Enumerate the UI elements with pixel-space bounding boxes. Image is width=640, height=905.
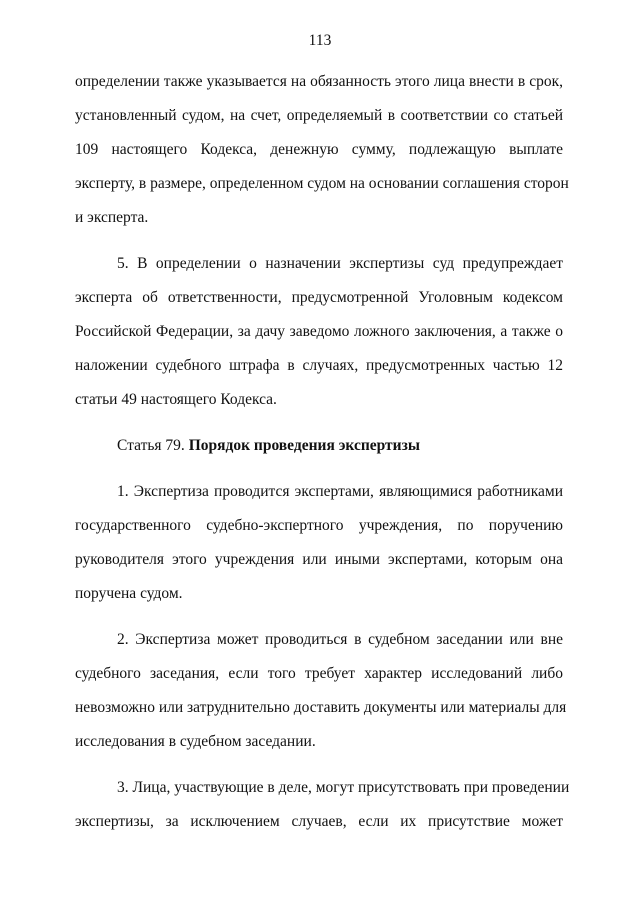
text-line: 5. В определении о назначении экспертизы суд предупреждает [117, 255, 563, 272]
text-line: исследования в судебном заседании. [75, 733, 316, 750]
text-line: 1. Экспертиза проводится экспертами, являющимися работниками [117, 483, 563, 500]
page-number: 113 [308, 32, 332, 49]
text-line: государственного судебно-экспертного учреждения, по поручению [75, 517, 563, 534]
paragraph-continuation [75, 65, 569, 235]
document-body [75, 65, 570, 839]
paragraph-item-5 [75, 247, 563, 417]
text-line: определении также указывается на обязанность этого лица внести в срок, [75, 73, 563, 90]
text-line: 2. Экспертиза может проводиться в судебном заседании или вне [117, 631, 563, 648]
text-line: эксперту, в размере, определенном судом на основании соглашения сторон [75, 175, 569, 192]
text-line: наложении судебного штрафа в случаях, предусмотренных частью 12 [75, 357, 563, 374]
text-line: 109 настоящего Кодекса, денежную сумму, подлежащую выплате [75, 141, 563, 158]
article-title: Порядок проведения экспертизы [188, 437, 420, 454]
text-line: экспертизы, за исключением случаев, если их присутствие может [75, 813, 563, 830]
text-line: Российской Федерации, за дачу заведомо ложного заключения, а также о [75, 323, 563, 340]
text-line: 3. Лица, участвующие в деле, могут присутствовать при проведении [117, 779, 570, 796]
text-line: установленный судом, на счет, определяемый в соответствии со статьей [75, 107, 563, 124]
text-line: судебного заседания, если того требует характер исследований либо [75, 665, 563, 682]
article-number: Статья 79. [117, 437, 189, 454]
paragraph-item-1 [75, 475, 563, 611]
article-heading [75, 429, 563, 463]
text-line: руководителя этого учреждения или иными экспертами, которым она [75, 551, 563, 568]
text-line: поручена судом. [75, 585, 183, 602]
text-line: эксперта об ответственности, предусмотренной Уголовным кодексом [75, 289, 563, 306]
text-line: и эксперта. [75, 209, 149, 226]
text-line: невозможно или затруднительно доставить документы или материалы для [75, 699, 567, 716]
text-line: статьи 49 настоящего Кодекса. [75, 391, 277, 408]
heading-line [75, 429, 563, 463]
paragraph-item-3 [75, 771, 570, 839]
paragraph-item-2 [75, 623, 567, 759]
